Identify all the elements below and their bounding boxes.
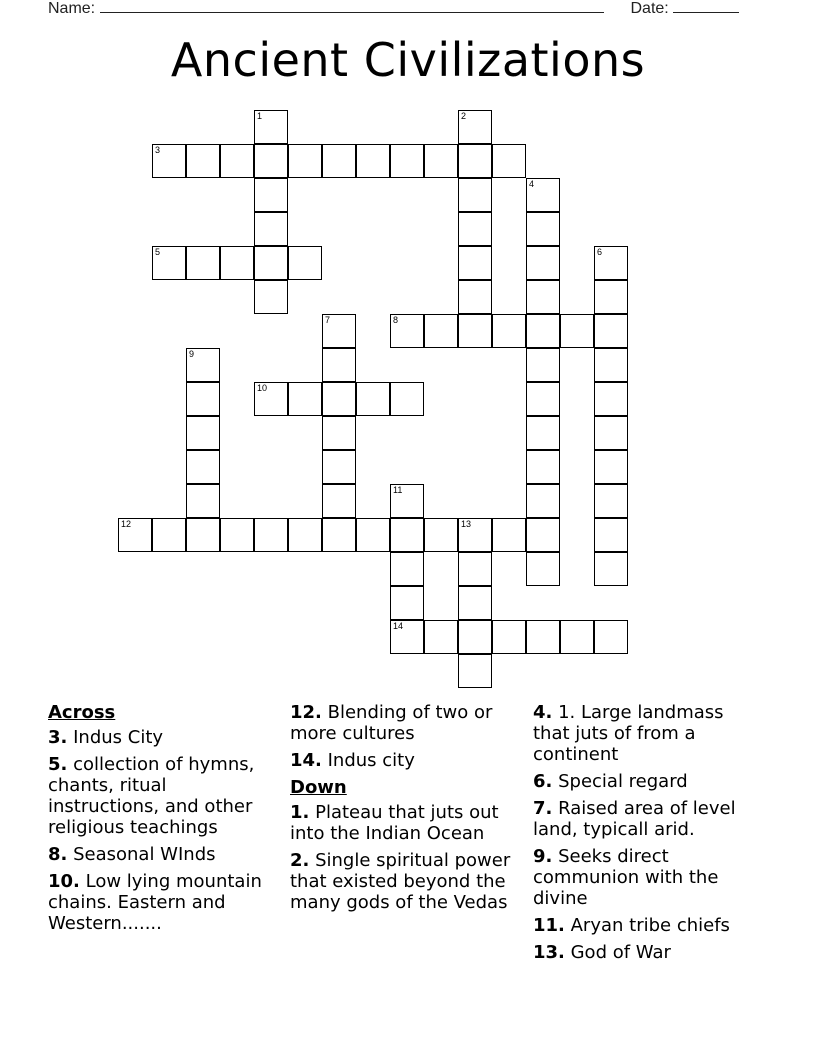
clues-column-1 [48, 702, 280, 940]
across-clue: 3. Indus City [48, 727, 164, 748]
grid-cell[interactable] [458, 246, 492, 280]
grid-cell[interactable] [526, 212, 560, 246]
grid-cell[interactable] [322, 518, 356, 552]
grid-cell[interactable] [288, 382, 322, 416]
grid-cell[interactable] [526, 382, 560, 416]
grid-cell[interactable] [526, 518, 560, 552]
grid-cell[interactable] [424, 518, 458, 552]
grid-cell[interactable] [322, 348, 356, 382]
clue-number: 2 [461, 111, 467, 121]
across-clue: 12. Blending of two or more cultures [290, 702, 493, 744]
clue-number: 14 [393, 621, 404, 631]
grid-cell[interactable] [526, 348, 560, 382]
grid-cell[interactable] [560, 620, 594, 654]
grid-cell[interactable] [560, 314, 594, 348]
grid-cell[interactable] [220, 518, 254, 552]
across-clue-list-continued [290, 702, 522, 771]
down-clue: 2. Single spiritual power that existed beyond the many gods of the Vedas [290, 850, 511, 913]
clues-column-2 [290, 702, 522, 919]
down-clue: 9. Seeks direct communion with the divine [533, 846, 719, 909]
grid-cell[interactable] [254, 144, 288, 178]
grid-cell[interactable] [254, 382, 288, 416]
clue-number: 2. [290, 850, 310, 871]
grid-cell[interactable] [254, 518, 288, 552]
grid-cell[interactable] [118, 518, 152, 552]
grid-cell[interactable] [390, 382, 424, 416]
grid-cell[interactable] [526, 484, 560, 518]
grid-cell[interactable] [424, 144, 458, 178]
across-heading: Across [48, 702, 116, 723]
page-title: Ancient Civilizations [170, 33, 646, 87]
grid-cell[interactable] [526, 280, 560, 314]
grid-cell[interactable] [356, 382, 390, 416]
grid-cell[interactable] [254, 280, 288, 314]
grid-cell[interactable] [322, 416, 356, 450]
clue-number: 3. [48, 727, 68, 748]
grid-cell[interactable] [186, 348, 220, 382]
grid-cell[interactable] [458, 212, 492, 246]
down-clue-list-continued [533, 702, 765, 963]
grid-cell[interactable] [458, 280, 492, 314]
grid-cell[interactable] [288, 246, 322, 280]
clue-number: 4 [529, 179, 535, 189]
grid-cell[interactable] [526, 416, 560, 450]
across-clue-list [48, 727, 280, 934]
grid-cell[interactable] [458, 552, 492, 586]
grid-cell[interactable] [594, 552, 628, 586]
grid-cell[interactable] [594, 450, 628, 484]
grid-cell[interactable] [526, 314, 560, 348]
clue-number: 13 [461, 519, 472, 529]
grid-cell[interactable] [458, 518, 492, 552]
grid-cell[interactable] [526, 450, 560, 484]
grid-cell[interactable] [526, 246, 560, 280]
grid-cell[interactable] [458, 654, 492, 688]
grid-cell[interactable] [492, 314, 526, 348]
clue-number: 7. [533, 798, 553, 819]
down-clue: 7. Raised area of level land, typicall arid. [533, 798, 736, 840]
grid-cell[interactable] [322, 450, 356, 484]
grid-cell[interactable] [390, 144, 424, 178]
grid-cell[interactable] [492, 144, 526, 178]
down-clue: 6. Special regard [533, 771, 688, 792]
grid-cell[interactable] [322, 484, 356, 518]
grid-cell[interactable] [152, 144, 186, 178]
clue-number: 12 [121, 519, 132, 529]
clue-number: 10. [48, 871, 80, 892]
grid-cell[interactable] [254, 212, 288, 246]
grid-cell[interactable] [356, 144, 390, 178]
grid-cell[interactable] [526, 620, 560, 654]
grid-cell[interactable] [526, 552, 560, 586]
clue-number: 14. [290, 750, 322, 771]
grid-cell[interactable] [390, 484, 424, 518]
grid-cell[interactable] [254, 110, 288, 144]
grid-cell[interactable] [458, 178, 492, 212]
clue-number: 13. [533, 942, 565, 963]
clue-number: 9. [533, 846, 553, 867]
clue-number: 6. [533, 771, 553, 792]
grid-cell[interactable] [594, 416, 628, 450]
grid-cell[interactable] [594, 280, 628, 314]
grid-cell[interactable] [322, 382, 356, 416]
grid-cell[interactable] [458, 110, 492, 144]
date-field[interactable] [673, 0, 739, 13]
clue-number: 1 [257, 111, 263, 121]
grid-cell[interactable] [492, 518, 526, 552]
grid-cell[interactable] [254, 246, 288, 280]
across-clue: 10. Low lying mountain chains. Eastern and Western....... [48, 871, 262, 934]
grid-cell[interactable] [254, 178, 288, 212]
grid-cell[interactable] [186, 518, 220, 552]
down-clue: 11. Aryan tribe chiefs [533, 915, 730, 936]
clue-number: 3 [155, 145, 161, 155]
clue-number: 8 [393, 315, 399, 325]
grid-cell[interactable] [152, 246, 186, 280]
clue-number: 7 [325, 315, 331, 325]
down-heading: Down [290, 777, 347, 798]
clue-number: 9 [189, 349, 195, 359]
grid-cell[interactable] [390, 314, 424, 348]
grid-cell[interactable] [356, 518, 390, 552]
grid-cell[interactable] [594, 246, 628, 280]
grid-cell[interactable] [186, 484, 220, 518]
down-clue-list [290, 802, 522, 913]
down-clue: 1. Plateau that juts out into the Indian Ocean [290, 802, 499, 844]
grid-cell[interactable] [390, 620, 424, 654]
clue-number: 5. [48, 754, 68, 775]
grid-cell[interactable] [390, 586, 424, 620]
grid-cell[interactable] [594, 348, 628, 382]
grid-cell[interactable] [458, 144, 492, 178]
name-date-header [48, 0, 739, 18]
name-field[interactable] [100, 0, 604, 13]
grid-cell[interactable] [492, 620, 526, 654]
clue-number: 4. [533, 702, 553, 723]
grid-cell[interactable] [594, 382, 628, 416]
clue-number: 12. [290, 702, 322, 723]
grid-cell[interactable] [458, 586, 492, 620]
grid-cell[interactable] [424, 314, 458, 348]
clue-number: 6 [597, 247, 603, 257]
clue-number: 11 [393, 485, 403, 495]
across-clue: 5. collection of hymns, chants, ritual instructions, and other religious teachings [48, 754, 255, 838]
grid-cell[interactable] [186, 450, 220, 484]
grid-cell[interactable] [458, 314, 492, 348]
clues-column-3 [533, 702, 765, 969]
grid-cell[interactable] [288, 518, 322, 552]
grid-cell[interactable] [594, 314, 628, 348]
clue-number: 11. [533, 915, 565, 936]
across-clue: 8. Seasonal WInds [48, 844, 216, 865]
down-clue: 4. 1. Large landmass that juts of from a continent [533, 702, 724, 765]
across-clue: 14. Indus city [290, 750, 415, 771]
grid-cell[interactable] [594, 484, 628, 518]
grid-cell[interactable] [424, 620, 458, 654]
grid-cell[interactable] [186, 144, 220, 178]
grid-cell[interactable] [186, 416, 220, 450]
grid-cell[interactable] [594, 518, 628, 552]
grid-cell[interactable] [152, 518, 186, 552]
grid-cell[interactable] [390, 552, 424, 586]
date-label: Date: [630, 0, 669, 17]
grid-cell[interactable] [288, 144, 322, 178]
grid-cell[interactable] [458, 620, 492, 654]
grid-cell[interactable] [220, 246, 254, 280]
grid-cell[interactable] [322, 314, 356, 348]
name-label: Name: [48, 0, 96, 17]
grid-cell[interactable] [186, 246, 220, 280]
clue-number: 10 [257, 383, 268, 393]
clue-number: 1. [290, 802, 310, 823]
grid-cell[interactable] [322, 144, 356, 178]
grid-cell[interactable] [594, 620, 628, 654]
clue-number: 5 [155, 247, 161, 257]
grid-cell[interactable] [186, 382, 220, 416]
clue-number: 8. [48, 844, 68, 865]
down-clue: 13. God of War [533, 942, 671, 963]
grid-cell[interactable] [390, 518, 424, 552]
grid-cell[interactable] [220, 144, 254, 178]
grid-cell[interactable] [526, 178, 560, 212]
